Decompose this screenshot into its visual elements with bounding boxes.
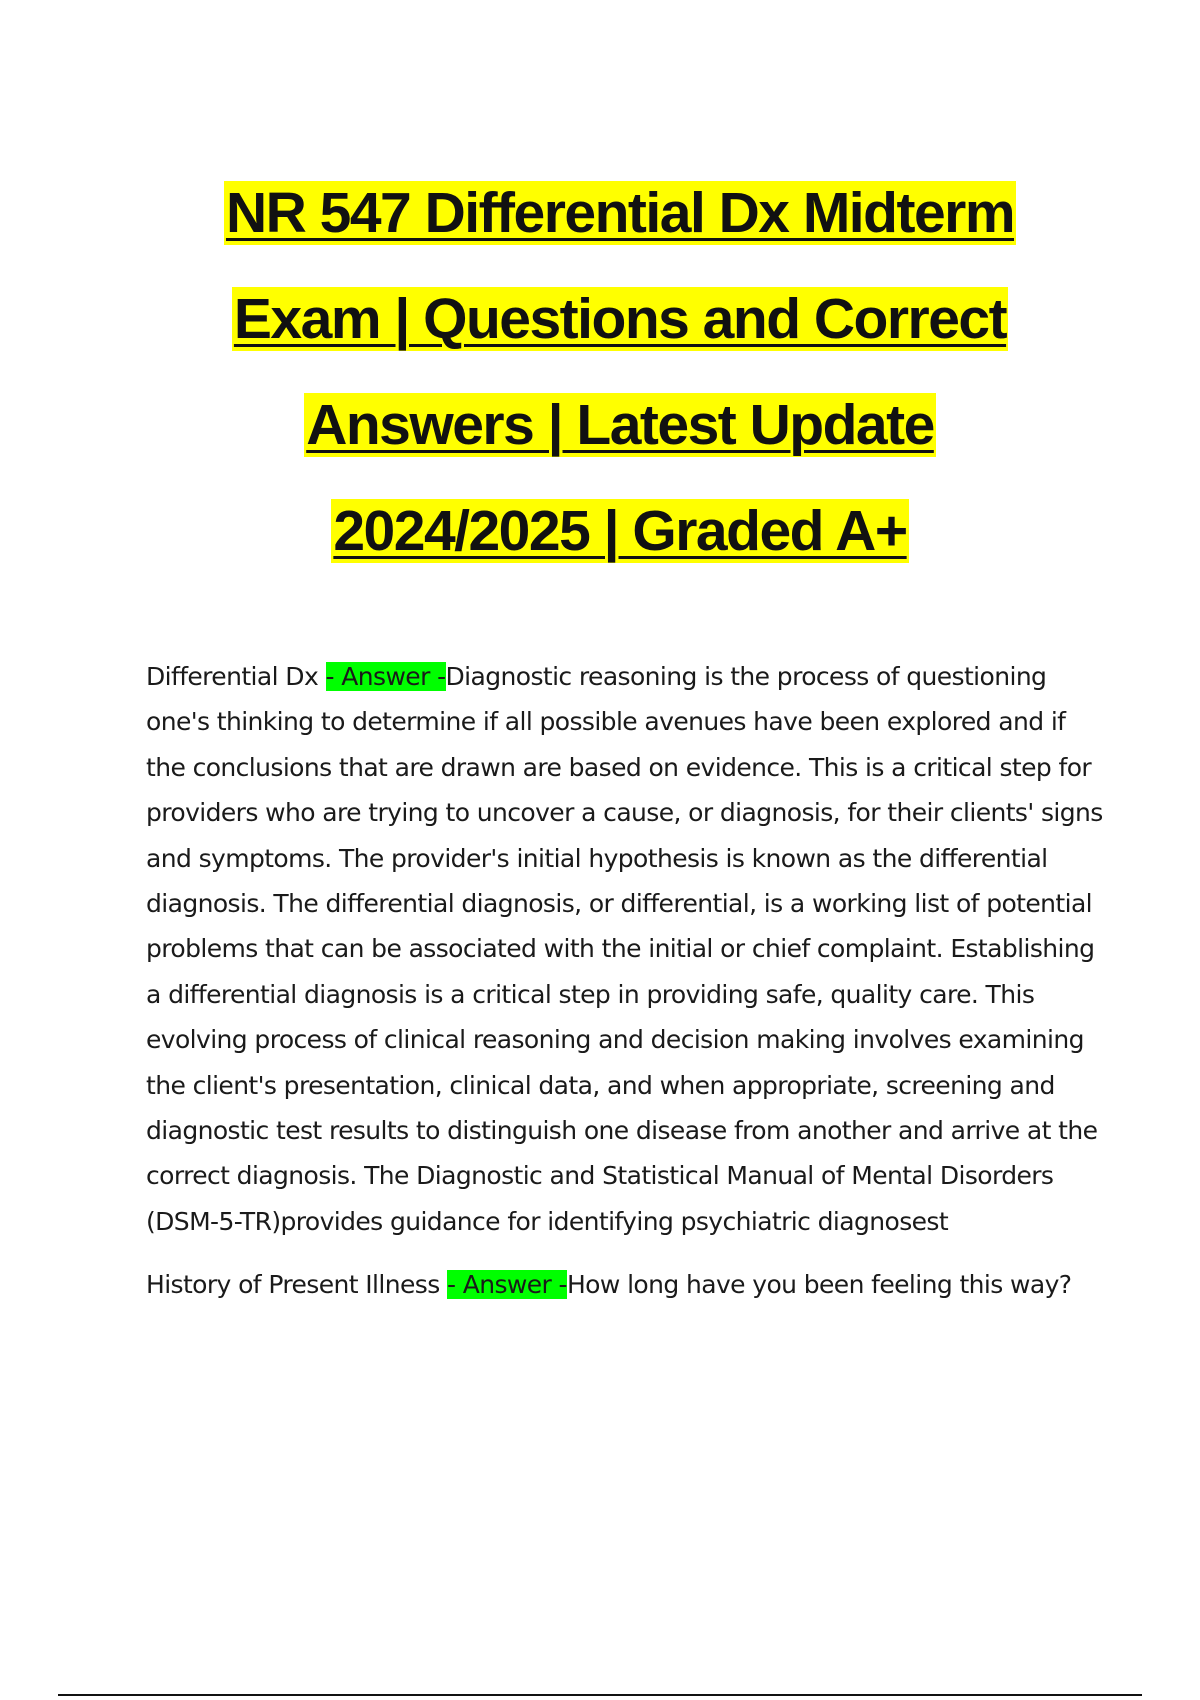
qa-term: History of Present Illness <box>146 1270 447 1300</box>
qa-entry-differential-dx <box>146 654 1106 1244</box>
qa-list <box>146 654 1106 1326</box>
title-line-1 <box>100 160 1140 266</box>
answer-tag: - Answer - <box>446 1270 567 1300</box>
qa-entry-history-of-present-illness <box>146 1262 1106 1307</box>
title-line-3 <box>100 372 1140 478</box>
title-line-2 <box>100 266 1140 372</box>
document-title <box>100 160 1140 584</box>
title-line-1-text: NR 547 Differential Dx Midterm <box>225 181 1015 245</box>
qa-answer: Diagnostic reasoning is the process of questioning one's thinking to determine if all possible avenues have been explored and if the conclusions that are drawn are based on evidence. This is a critical step for providers who are trying to uncover a cause, or diagnosis, for their clients' signs and symptoms. The provider's initial hypothesis is known as the differential diagnosis. The differential diagnosis, or differential, is a working list of potential problems that can be associated with the initial or chief complaint. Establishing a differential diagnosis is a critical step in providing safe, quality care. This evolving process of clinical reasoning and decision making involves examining the client's presentation, clinical data, and when appropriate, screening and diagnostic test results to distinguish one disease from another and arrive at the correct diagnosis. The Diagnostic and Statistical Manual of Mental Disorders (DSM-5-TR)provides guidance for identifying psychiatric diagnosest <box>146 662 1103 1236</box>
qa-answer: How long have you been feeling this way? <box>566 1270 1072 1300</box>
bottom-divider <box>58 1694 1142 1696</box>
title-line-4-text: 2024/2025 | Graded A+ <box>333 499 907 563</box>
qa-term: Differential Dx <box>146 662 326 691</box>
title-line-2-text: Exam | Questions and Correct <box>233 287 1007 351</box>
answer-tag: - Answer - <box>325 662 446 691</box>
title-line-3-text: Answers | Latest Update <box>306 393 934 457</box>
title-line-4 <box>100 478 1140 584</box>
